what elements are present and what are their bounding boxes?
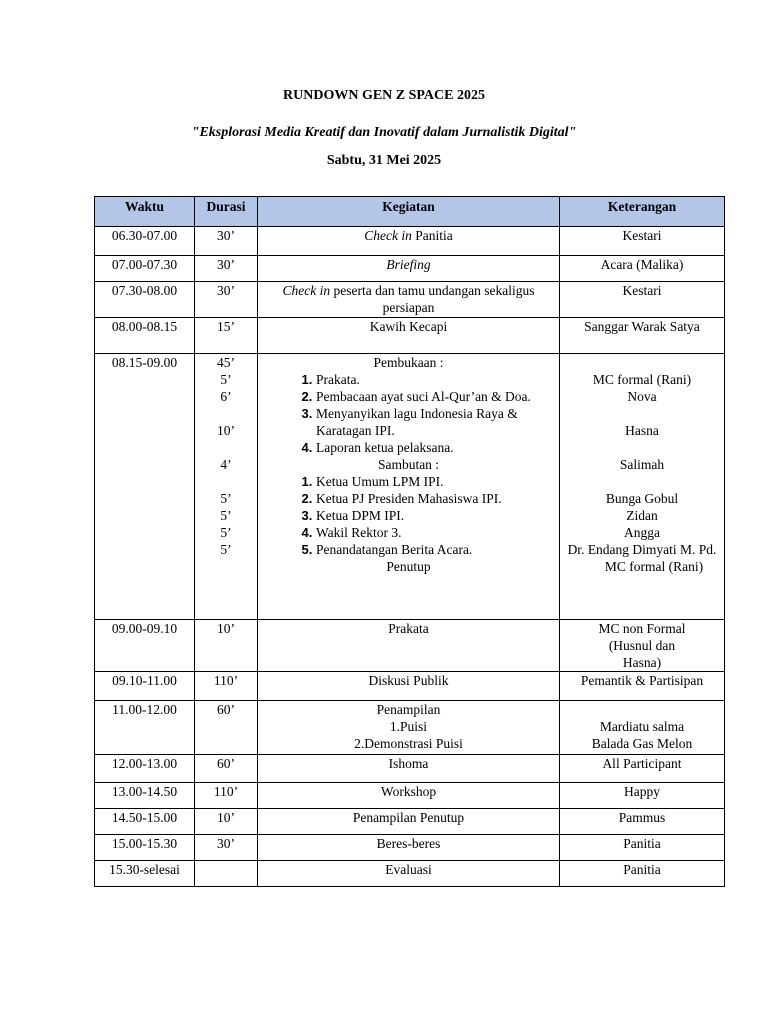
kegiatan-emphasis: Check in	[282, 283, 331, 298]
cell-durasi: 30’	[195, 282, 258, 318]
table-row	[95, 672, 725, 701]
cell-kegiatan: Ishoma	[258, 755, 560, 783]
durasi-item: 5’	[220, 525, 232, 540]
keterangan-item: Bunga Gobul	[605, 491, 679, 506]
table-row	[95, 835, 725, 861]
cell-waktu: 09.00-09.10	[95, 620, 195, 672]
cell-waktu: 12.00-13.00	[95, 755, 195, 783]
durasi-item: 4’	[220, 457, 232, 472]
cell-kegiatan: Diskusi Publik	[258, 672, 560, 701]
cell-keterangan: All Participant	[560, 755, 725, 783]
cell-waktu: 15.00-15.30	[95, 835, 195, 861]
cell-waktu: 11.00-12.00	[95, 701, 195, 755]
cell-durasi: 60’	[195, 701, 258, 755]
table-row	[95, 282, 725, 318]
column-header-kegiatan: Kegiatan	[258, 197, 560, 227]
cell-waktu: 15.30-selesai	[95, 861, 195, 887]
cell-keterangan: Pemantik & Partisipan	[560, 672, 725, 701]
keterangan-line: Mardiatu salma	[599, 719, 685, 734]
durasi-item: 6’	[220, 389, 232, 404]
cell-durasi: 10’	[195, 809, 258, 835]
table-row	[95, 755, 725, 783]
cell-keterangan: Sanggar Warak Satya	[560, 318, 725, 354]
table-row	[95, 620, 725, 672]
cell-waktu: 06.30-07.00	[95, 227, 195, 256]
list-item: 4. Wakil Rektor 3.	[316, 524, 555, 541]
column-header-keterangan: Keterangan	[560, 197, 725, 227]
cell-kegiatan	[258, 282, 560, 318]
durasi-item: 5’	[220, 508, 232, 523]
keterangan-item: Zidan	[626, 508, 658, 523]
keterangan-item: MC formal (Rani)	[604, 559, 704, 574]
cell-keterangan: MC non Formal (Husnul dan Hasna)	[560, 620, 725, 672]
list-item: 3. Menyanyikan lagu Indonesia Raya & Karatagan IPI.	[316, 405, 555, 439]
kegiatan-emphasis: Briefing	[386, 257, 431, 272]
table-row	[95, 809, 725, 835]
cell-kegiatan: Workshop	[258, 783, 560, 809]
list-item: 3. Ketua DPM IPI.	[316, 507, 555, 524]
column-header-waktu: Waktu	[95, 197, 195, 227]
table-row	[95, 318, 725, 354]
cell-kegiatan	[258, 227, 560, 256]
durasi-item: 10’	[217, 423, 235, 438]
table-row	[95, 783, 725, 809]
cell-keterangan: Panitia	[560, 861, 725, 887]
durasi-list	[199, 354, 253, 558]
cell-waktu: 09.10-11.00	[95, 672, 195, 701]
cell-waktu: 07.30-08.00	[95, 282, 195, 318]
cell-keterangan: Kestari	[560, 227, 725, 256]
keterangan-line: Balada Gas Melon	[591, 736, 693, 751]
durasi-item: 5’	[220, 542, 232, 557]
cell-kegiatan: Beres-beres	[258, 835, 560, 861]
cell-keterangan: Acara (Malika)	[560, 256, 725, 282]
cell-durasi: 110’	[195, 783, 258, 809]
cell-waktu: 08.15-09.00	[95, 354, 195, 620]
list-item: 1. Ketua Umum LPM IPI.	[316, 473, 555, 490]
kegiatan-line: 2.Demonstrasi Puisi	[354, 736, 463, 751]
cell-waktu: 13.00-14.50	[95, 783, 195, 809]
cell-durasi: 30’	[195, 227, 258, 256]
durasi-item: 5’	[220, 372, 232, 387]
keterangan-item: Dr. Endang Dimyati M. Pd.	[567, 542, 717, 557]
list-item: 2. Pembacaan ayat suci Al-Qur’an & Doa.	[316, 388, 555, 405]
sambutan-label: Sambutan :	[377, 457, 440, 472]
cell-keterangan	[560, 701, 725, 755]
kegiatan-emphasis: Check in	[364, 228, 412, 243]
kegiatan-line: 1.Puisi	[389, 719, 428, 734]
table-row	[95, 256, 725, 282]
sambutan-list	[262, 473, 555, 558]
cell-kegiatan: Evaluasi	[258, 861, 560, 887]
table-row	[95, 227, 725, 256]
rundown-table	[94, 196, 725, 887]
kegiatan-line: Penampilan	[376, 702, 441, 717]
cell-waktu: 07.00-07.30	[95, 256, 195, 282]
durasi-item: 5’	[220, 491, 232, 506]
cell-keterangan: Pammus	[560, 809, 725, 835]
kegiatan-text: Panitia	[411, 228, 453, 243]
cell-keterangan: Kestari	[560, 282, 725, 318]
document-subtitle: "Eksplorasi Media Kreatif dan Inovatif dalam Jurnalistik Digital"	[191, 125, 577, 140]
cell-durasi: 10’	[195, 620, 258, 672]
cell-durasi: 30’	[195, 835, 258, 861]
cell-kegiatan	[258, 701, 560, 755]
table-header-row	[95, 197, 725, 227]
table-row	[95, 701, 725, 755]
cell-durasi: 60’	[195, 755, 258, 783]
column-header-durasi: Durasi	[195, 197, 258, 227]
cell-waktu: 14.50-15.00	[95, 809, 195, 835]
cell-waktu: 08.00-08.15	[95, 318, 195, 354]
keterangan-item: MC formal (Rani)	[592, 372, 692, 387]
penutup-label: Penutup	[386, 559, 431, 574]
cell-kegiatan: Penampilan Penutup	[258, 809, 560, 835]
cell-kegiatan	[258, 256, 560, 282]
durasi-item: 45’	[217, 355, 235, 370]
cell-kegiatan	[258, 354, 560, 620]
list-item: 1. Prakata.	[316, 371, 555, 388]
cell-durasi	[195, 861, 258, 887]
table-row	[95, 861, 725, 887]
keterangan-list	[564, 354, 720, 575]
list-item: 5. Penandatangan Berita Acara.	[316, 541, 555, 558]
keterangan-item: Nova	[627, 389, 657, 404]
list-item: 4. Laporan ketua pelaksana.	[316, 439, 555, 456]
cell-durasi	[195, 354, 258, 620]
cell-keterangan: Panitia	[560, 835, 725, 861]
cell-keterangan	[560, 354, 725, 620]
cell-durasi: 110’	[195, 672, 258, 701]
pembukaan-label: Pembukaan :	[373, 355, 444, 370]
keterangan-item: Angga	[624, 525, 660, 540]
keterangan-item: Hasna	[625, 423, 659, 438]
keterangan-item: Salimah	[619, 457, 665, 472]
cell-kegiatan: Kawih Kecapi	[258, 318, 560, 354]
table-row	[95, 354, 725, 620]
document-title: RUNDOWN GEN Z SPACE 2025	[283, 88, 485, 103]
cell-durasi: 15’	[195, 318, 258, 354]
event-date: Sabtu, 31 Mei 2025	[326, 153, 442, 168]
pembukaan-list	[262, 371, 555, 456]
list-item: 2. Ketua PJ Presiden Mahasiswa IPI.	[316, 490, 555, 507]
cell-kegiatan: Prakata	[258, 620, 560, 672]
kegiatan-text: peserta dan tamu undangan sekaligus persiapan	[330, 283, 535, 315]
cell-keterangan: Happy	[560, 783, 725, 809]
cell-durasi: 30’	[195, 256, 258, 282]
